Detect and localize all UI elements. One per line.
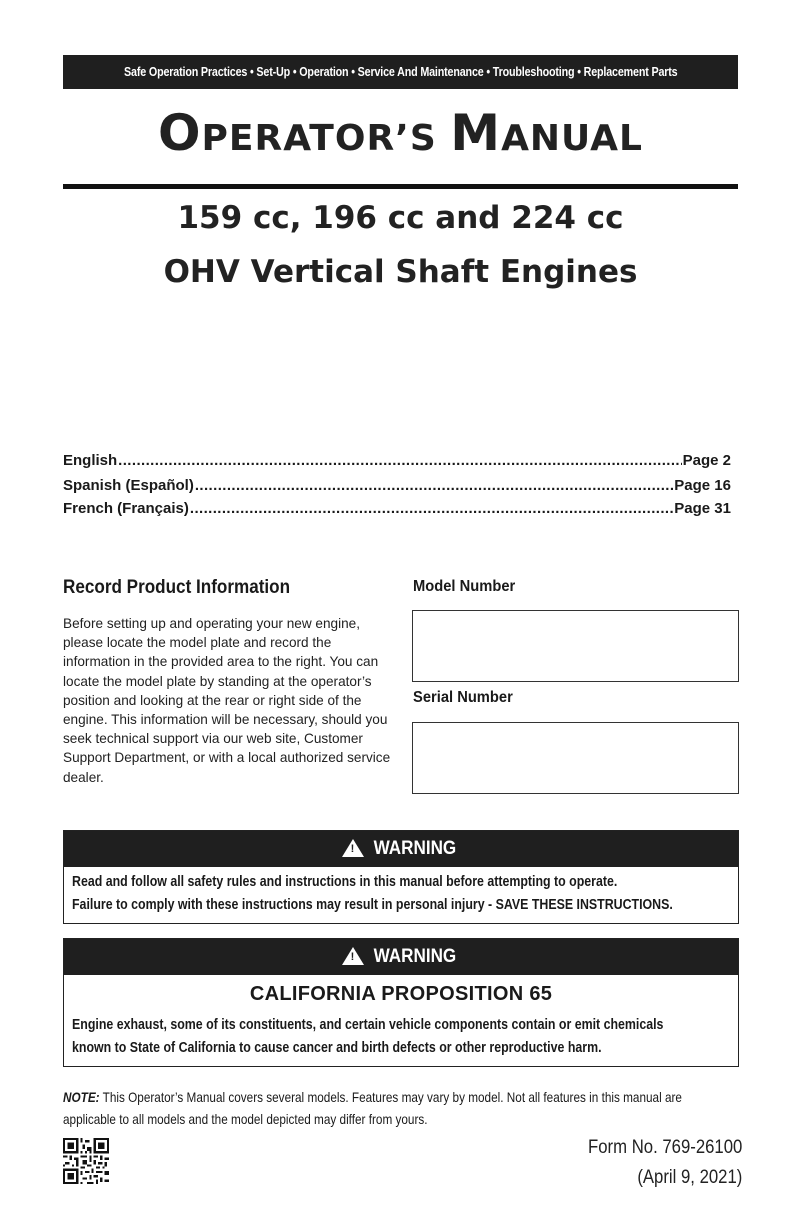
page-title: OPERATOR’S MANUAL: [158, 104, 643, 162]
model-number-field[interactable]: [412, 610, 739, 682]
warning-triangle-icon: !: [342, 839, 364, 857]
form-number: Form No. 769-26100: [587, 1137, 742, 1158]
title-rule: [63, 184, 738, 189]
prop65-title: CALIFORNIA PROPOSITION 65: [249, 983, 553, 1005]
warning-header: ! WARNING: [64, 831, 738, 867]
toc-item-spanish[interactable]: Spanish (Español) ..... Page 16: [63, 477, 731, 494]
serial-number-label: Serial Number: [413, 689, 513, 706]
form-date: (April 9, 2021): [636, 1167, 742, 1188]
warning-body: Read and follow all safety rules and instructions in this manual before attempting to operate. Failure to comply with these instructions may result in personal injury - SAVE THESE INSTRUCTIONS.: [72, 874, 673, 913]
note-label: NOTE:: [63, 1089, 100, 1105]
qr-code-icon[interactable]: [63, 1138, 109, 1184]
toc-item-english[interactable]: English ..... Page 2: [63, 452, 731, 469]
serial-number-field[interactable]: [412, 722, 739, 794]
subtitle-displacements: 159 cc, 196 cc and 224 cc: [177, 200, 624, 236]
warning-triangle-icon: !: [342, 947, 364, 965]
record-heading: Record Product Information: [63, 577, 291, 598]
record-text: Before setting up and operating your new engine, please locate the model plate and record the information in the provided area to the right. You can locate the model plate by standing at the operator’s position and looking at the rear or right side of the engine. This information will be necessary, should you seek technical support via our web site, Customer Support Department, or with a local authorized service dealer.: [63, 616, 391, 785]
model-number-label: Model Number: [413, 578, 516, 595]
toc-item-french[interactable]: French (Français) ..... Page 31: [63, 500, 731, 517]
warning-header: ! WARNING: [64, 939, 738, 975]
subtitle-engine-type: OHV Vertical Shaft Engines: [163, 254, 638, 290]
warning-body: Engine exhaust, some of its constituents, and certain vehicle components contain or emit chemicals known to State of California to cause cancer and birth defects or other reproductive harm.: [72, 1017, 664, 1056]
warning-box-prop65: [63, 938, 739, 1067]
note-paragraph: NOTE: This Operator’s Manual covers several models. Features may vary by model. Not all features in this manual are applicable to all models and the model depicted may differ from yours.: [63, 1089, 682, 1127]
warning-box-safety: [63, 830, 739, 924]
header-bar: [63, 55, 738, 89]
header-bar-text: Safe Operation Practices • Set-Up • Operation • Service And Maintenance • Troubleshooting • Replacement Parts: [123, 65, 678, 79]
